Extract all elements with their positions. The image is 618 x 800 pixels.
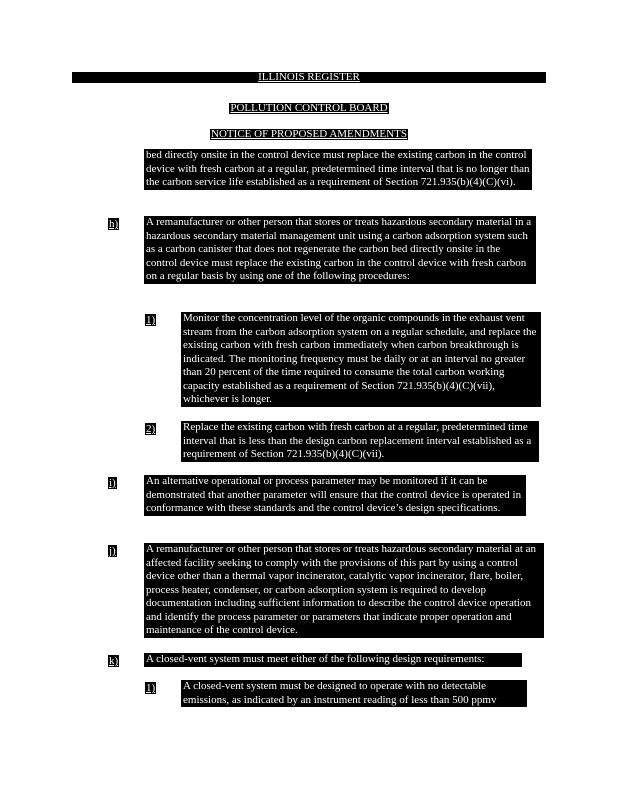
item-h-label: h) xyxy=(109,218,119,230)
notice-title-wrap xyxy=(0,124,618,142)
notice-title: NOTICE OF PROPOSED AMENDMENTS xyxy=(211,128,407,140)
intro-text: bed directly onsite in the control device must replace the existing carbon in the control device with fresh carbon at a regular, predetermined time interval that is no longer than the carbon service life established as a requirement of Section 721.935(b)(4)(C)(vi). xyxy=(146,149,530,188)
item-k1-label: 1) xyxy=(146,682,156,694)
item-h1-text: Monitor the concentration level of the organic compounds in the exhaust vent stream from the carbon adsorption system on a regular schedule, and replace the existing carbon with fresh carbon immediately when carbon breakthrough is indicated. The monitoring frequency must be daily or at an interval no greater than 20 percent of the time required to consume the total carbon working capacity established as a requirement of Section 721.935(b)(4)(C)(vii), whichever is longer. xyxy=(183,312,537,405)
item-i-label: i) xyxy=(109,477,116,489)
item-h-text: A remanufacturer or other person that stores or treats hazardous secondary material in a hazardous secondary material management unit using a carbon adsorption system such as a carbon canister that does not regenerate the carbon bed directly onsite in the control device must replace the existing carbon in the control device with fresh carbon on a regular basis by using one of the following procedures: xyxy=(146,216,532,282)
item-j-text: A remanufacturer or other person that stores or treats hazardous secondary material at an affected facility seeking to comply with the provisions of this part by using a control device other than a thermal vapor incinerator, catalytic vapor incinerator, flare, boiler, process heater, condenser, or carbon adsorption system is required to develop documentation including sufficient information to describe the control device operation and identify the process parameter or parameters that indicate proper operation and maintenance of the control device. xyxy=(146,543,537,636)
item-h-paragraph xyxy=(144,216,536,284)
item-h2-paragraph xyxy=(181,421,539,462)
item-h1-paragraph xyxy=(181,312,541,407)
item-h2-text: Replace the existing carbon with fresh carbon at a regular, predetermined time interval that is less than the design carbon replacement interval established as a requirement of Section 721.935(b)(4)(C)(vii). xyxy=(183,421,532,460)
item-j-label: j) xyxy=(109,545,116,557)
item-k1-text: A closed-vent system must be designed to operate with no detectable emissions, as indicated by an instrument reading of less than 500 ppmv xyxy=(183,680,497,706)
item-j-paragraph xyxy=(144,543,544,638)
intro-paragraph xyxy=(144,149,532,190)
item-h2-label: 2) xyxy=(146,423,156,435)
board-title-wrap xyxy=(0,98,618,116)
board-title: POLLUTION CONTROL BOARD xyxy=(230,102,388,114)
item-k-label: k) xyxy=(109,655,119,667)
item-i-text: An alternative operational or process parameter may be monitored if it can be demonstrated that another parameter will ensure that the control device is operated in conformance with these standards and the control device’s design specifications. xyxy=(146,475,522,514)
item-k-text: A closed-vent system must meet either of the following design requirements: xyxy=(146,653,485,665)
item-k-paragraph xyxy=(144,653,522,667)
item-h1-label: 1) xyxy=(146,314,156,326)
item-k1-paragraph xyxy=(181,680,527,707)
register-title: ILLINOIS REGISTER xyxy=(258,71,360,83)
item-i-paragraph xyxy=(144,475,526,516)
